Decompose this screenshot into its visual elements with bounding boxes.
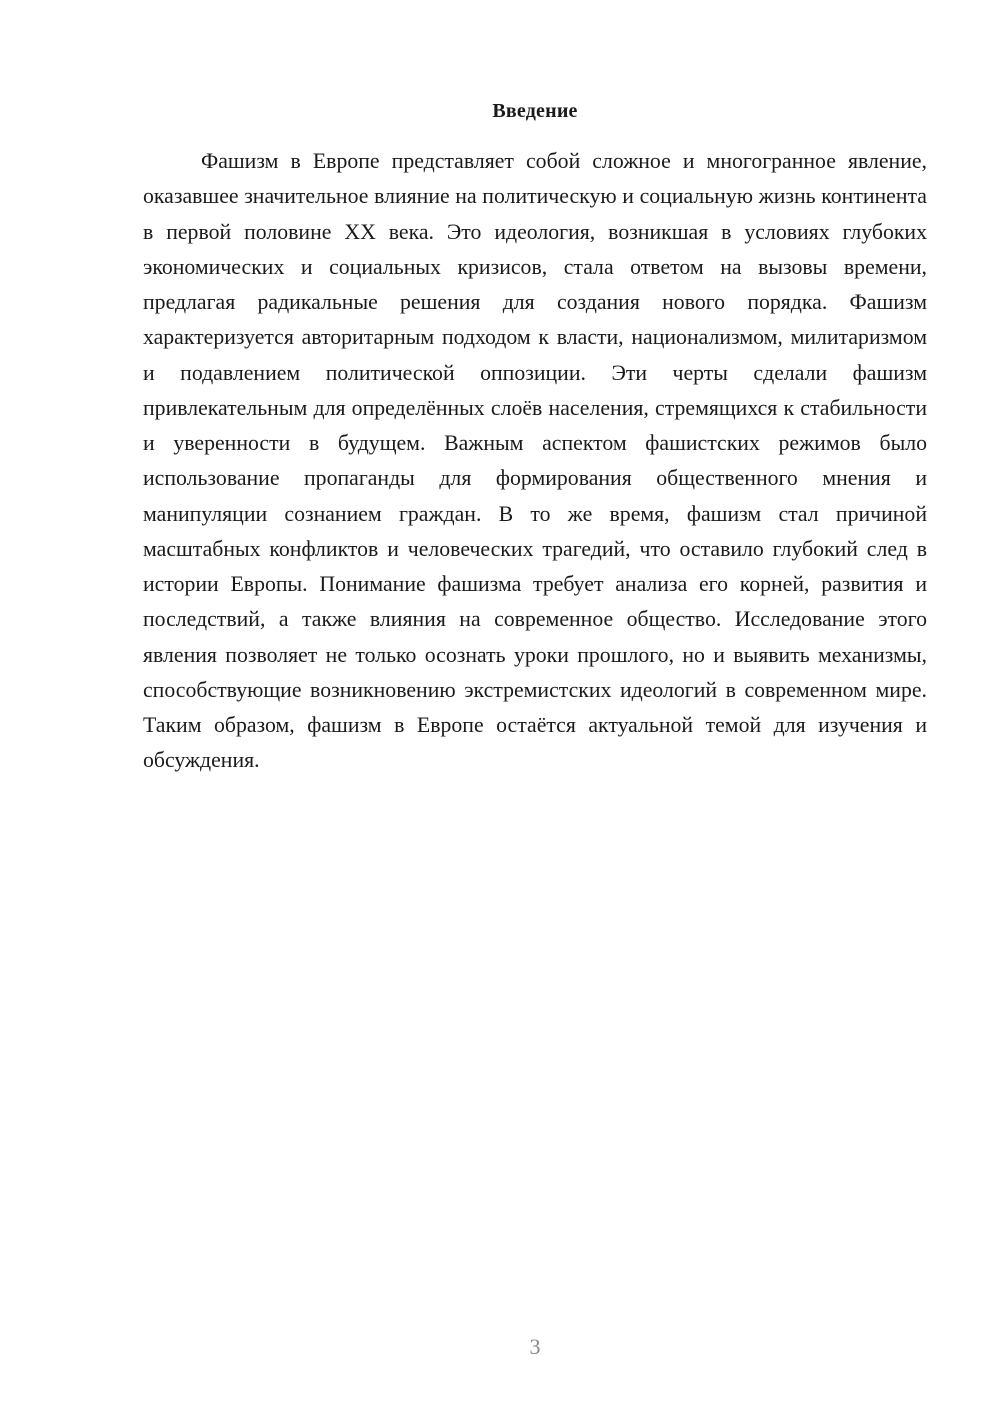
- page-number: 3: [529, 1334, 541, 1359]
- section-heading: Введение: [492, 100, 578, 122]
- body-paragraph: Фашизм в Европе представляет собой сложное и многогранное явление, оказавшее значительное влияние на политическую и социальную жизнь континента в первой половине XX века. Это идеология, возникшая в условиях глубоких экономических и социальных кризисов, стала ответом на вызовы времени, предлагая радикальные решения для создания нового порядка. Фашизм характеризуется авторитарным подходом к власти, национализмом, милитаризмом и подавлением политической оппозиции. Эти черты сделали фашизм привлекательным для определённых слоёв населения, стремящихся к стабильности и уверенности в будущем. Важным аспектом фашистских режимов было использование пропаганды для формирования общественного мнения и манипуляции сознанием граждан. В то же время, фашизм стал причиной масштабных конфликтов и человеческих трагедий, что оставило глубокий след в истории Европы. Понимание фашизма требует анализа его корней, развития и последствий, а также влияния на современное общество. Исследование этого явления позволяет не только осознать уроки прошлого, но и выявить механизмы, способствующие возникновению экстремистских идеологий в современном мире. Таким образом, фашизм в Европе остаётся актуальной темой для изучения и обсуждения.: [143, 149, 927, 773]
